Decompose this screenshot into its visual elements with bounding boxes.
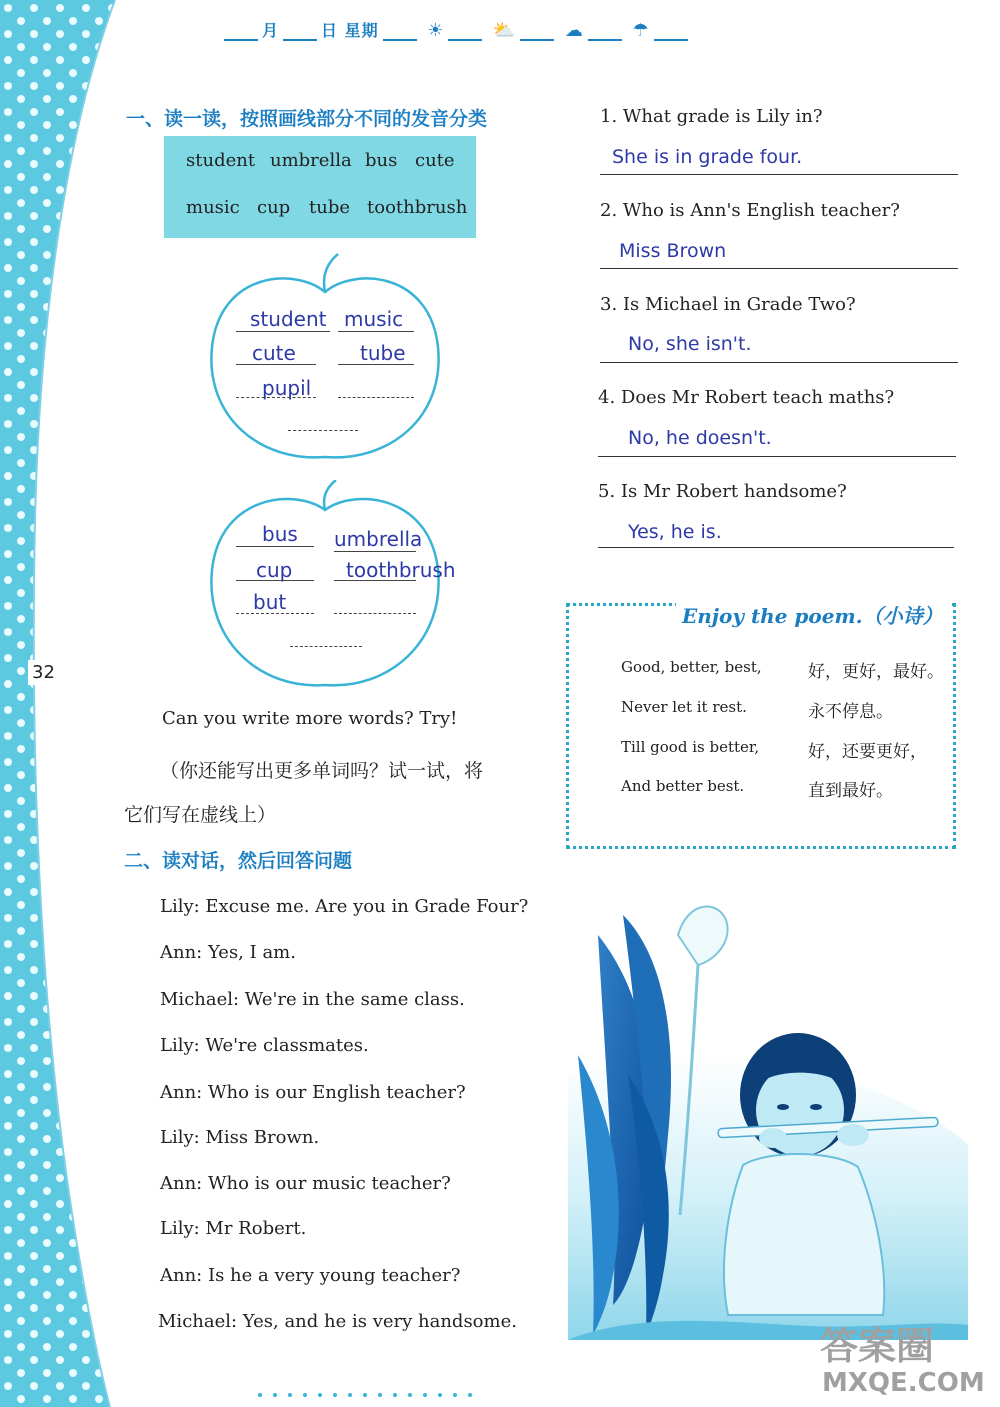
blank-dashed-line	[338, 397, 414, 398]
apple2-answer: bus	[262, 522, 298, 546]
section2-title: 二、读对话，然后回答问题	[124, 850, 353, 872]
poem-title: Enjoy the poem.（小诗）	[676, 600, 949, 629]
answer-line	[600, 174, 958, 175]
word: bus	[365, 150, 398, 171]
dialogue-line: Ann: Who is our English teacher?	[160, 1082, 466, 1103]
blank-dashed-line	[236, 397, 316, 398]
word: cute	[415, 150, 455, 171]
rain-icon: ☂	[632, 20, 650, 41]
answer: Miss Brown	[619, 240, 727, 262]
poem-line-en: Good, better, best,	[621, 658, 762, 676]
answer-line	[236, 546, 314, 547]
apple1-answer: cute	[252, 341, 296, 365]
dialogue-line: Michael: Yes, and he is very handsome.	[158, 1311, 517, 1332]
girl-playing-flute-illustration	[568, 895, 968, 1340]
day-label: 日	[321, 21, 339, 40]
watermark-url: MXQE.COM	[822, 1368, 985, 1398]
question: 5. Is Mr Robert handsome?	[598, 481, 847, 502]
blank-dashed-line	[288, 430, 358, 431]
poem-line-en: Till good is better,	[621, 738, 760, 756]
dialogue-line: Ann: Is he a very young teacher?	[160, 1265, 461, 1286]
answer-line	[598, 547, 954, 548]
answer-line	[338, 364, 414, 365]
apple-outline-1	[200, 252, 450, 467]
question: 4. Does Mr Robert teach maths?	[598, 387, 895, 408]
decorative-dot-row	[255, 1390, 475, 1400]
answer-line	[338, 331, 414, 332]
weekday-label: 星期	[344, 21, 379, 40]
prompt-chinese-line2: 它们写在虚线上）	[124, 804, 277, 826]
decorative-dotted-strip	[0, 0, 120, 1407]
apple1-answer: tube	[360, 341, 406, 365]
answer: No, he doesn't.	[628, 427, 772, 449]
word: tube	[309, 197, 351, 218]
answer-line	[600, 268, 958, 269]
word: toothbrush	[367, 197, 468, 218]
sunny-icon: ☀	[427, 20, 445, 41]
dialogue-line: Lily: Mr Robert.	[160, 1218, 307, 1239]
dialogue-line: Ann: Who is our music teacher?	[160, 1173, 451, 1194]
poem-line-zh: 直到最好。	[808, 781, 893, 801]
blank-dashed-line	[290, 646, 362, 647]
prompt-chinese-line1: （你还能写出更多单词吗？试一试，将	[160, 760, 484, 782]
word: umbrella	[270, 150, 352, 171]
dialogue-line: Lily: We're classmates.	[160, 1035, 369, 1056]
answer-line	[236, 331, 330, 332]
answer: She is in grade four.	[612, 146, 803, 168]
apple-outline-2	[200, 480, 450, 695]
watermark-logo: 答案圈	[820, 1324, 935, 1368]
apple1-answer: student	[250, 307, 327, 331]
poem-line-en: And better best.	[621, 777, 745, 795]
word: cup	[257, 197, 291, 218]
apple2-answer: but	[253, 590, 287, 614]
answer-line	[598, 456, 956, 457]
question: 2. Who is Ann's English teacher?	[600, 200, 900, 221]
month-label: 月	[262, 21, 280, 40]
answer: Yes, he is.	[628, 521, 722, 543]
cloud-icon: ☁	[564, 20, 584, 41]
word: music	[186, 197, 240, 218]
blank-dashed-line	[236, 613, 314, 614]
dialogue-line: Lily: Excuse me. Are you in Grade Four?	[160, 896, 529, 917]
date-header	[220, 18, 692, 41]
answer-line	[600, 362, 958, 363]
question: 1. What grade is Lily in?	[600, 106, 823, 127]
answer: No, she isn't.	[628, 333, 752, 355]
answer-line	[236, 580, 314, 581]
dialogue-line: Lily: Miss Brown.	[160, 1127, 320, 1148]
blank-dashed-line	[334, 613, 416, 614]
section1-title: 一、读一读，按照画线部分不同的发音分类	[126, 108, 488, 130]
answer-line	[334, 551, 416, 552]
page-number: 32	[28, 660, 59, 685]
poem-line-en: Never let it rest.	[621, 698, 747, 716]
poem-line-zh: 好，还要更好，	[808, 742, 927, 762]
word-box	[164, 136, 476, 238]
poem-line-zh: 永不停息。	[808, 702, 893, 722]
poem-box	[566, 603, 956, 849]
apple2-answer: umbrella	[334, 527, 423, 551]
dialogue-line: Michael: We're in the same class.	[160, 989, 465, 1010]
poem-line-zh: 好，更好，最好。	[808, 662, 944, 682]
dialogue-line: Ann: Yes, I am.	[160, 942, 296, 963]
apple1-answer: pupil	[262, 376, 312, 400]
word: student	[186, 150, 256, 171]
cloudy-sun-icon: ⛅	[492, 20, 517, 41]
prompt-english: Can you write more words? Try!	[162, 708, 458, 729]
question: 3. Is Michael in Grade Two?	[600, 294, 856, 315]
apple1-answer: music	[344, 307, 404, 331]
answer-line	[236, 364, 316, 365]
apple2-answer: cup	[256, 558, 293, 582]
answer-line	[334, 580, 416, 581]
apple2-answer: toothbrush	[346, 558, 456, 582]
